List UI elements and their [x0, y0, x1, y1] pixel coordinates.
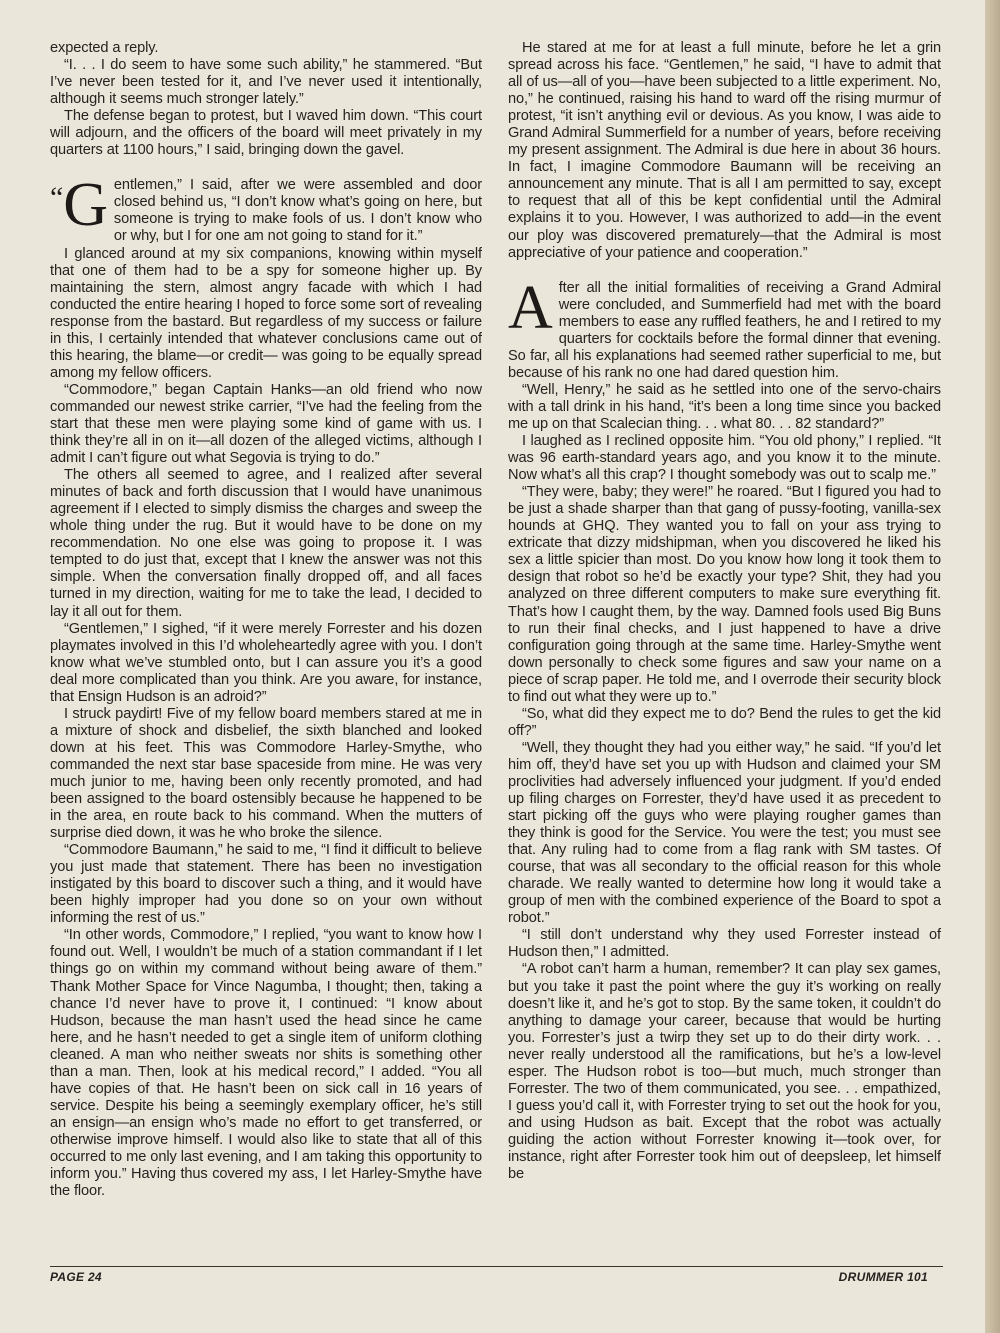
paragraph: “Commodore Baumann,” he said to me, “I find it difficult to believe you just made that statement. There has been no investigation instigated by this board to discover such a thing, and it would have been highly improper had you done so on your own without informing the rest of us.”: [50, 842, 482, 927]
paragraph: “Commodore,” began Captain Hanks—an old friend who now commanded our newest strike carrier, “I’ve had the feeling from the start that these men were playing some kind of game with us. I think they’re all in on it—all dozen of the alleged victims, although I admit I can’t figure out what Segovia is trying to do.”: [50, 381, 482, 467]
paragraph: I struck paydirt! Five of my fellow board members stared at me in a mixture of shock and disbelief, the sixth blanched and looked down at his feet. This was Commodore Harley-Smythe, who commanded the next star base spaceside from mine. He was very much junior to me, having been only recently promoted, and had been assigned to the board ostensibly because he happened to be in the area, en route back to his command. When the mutters of surprise died down, it was he who broke the silence.: [50, 705, 482, 842]
paragraph: I laughed as I reclined opposite him. “You old phony,” I replied. “It was 96 earth-standard years ago, and you know it to the minute. Now what’s all this crap? I thought somebody was out to scalp me.”: [508, 433, 941, 484]
paragraph: “Well, Henry,” he said as he settled into one of the servo-chairs with a tall drink in his hand, “it’s been a long time since you backed me up on that Scalecian thing. . . what 80. . . 82 standard?”: [508, 381, 941, 432]
paragraph: The others all seemed to agree, and I realized after several minutes of back and forth discussion that I would have unanimous agreement if I elected to simply dismiss the charges and sweep the whole thing under the rug. But it would have to be done on my recommendation. No one else was going to propose it. I was tempted to do just that, except that I knew the answer was not this simple. When the conversation finally dropped off, and all faces turned in my direction, waiting for me to take the lead, I decided to lay it all out for them.: [50, 467, 482, 620]
section-start-paragraph: [508, 273, 941, 382]
paragraph: “I. . . I do seem to have some such ability,” he stammered. “But I’ve never been tested for it, and I’ve never used it intentionally, although it seems much stronger lately.”: [50, 57, 482, 108]
dropcap-quote-mark: “: [50, 181, 64, 215]
paragraph: “They were, baby; they were!” he roared. “But I figured you had to be just a shade sharper than that gang of pussy-footing, vanilla-sex hounds at GHQ. They wanted you to fall on your ass trying to extricate that dizzy midshipman, when you discovered he liked his sex a little spicier than most. Do you know how long it took them to design that robot so he’d be exactly your type? Shit, they had you analyzed on three different computers to make sure everything fit. That’s how I caught them, by the way. Damned fools used Big Buns to run their final checks, and I just happened to have a drive configuration going through at the same time. Harley-Smythe went down personally to check some figures and saw your name on a piece of scrap paper. He told me, and I overrode their security block to find out what they were up to.”: [508, 484, 941, 705]
right-text-column: [508, 40, 941, 1262]
paragraph: He stared at me for at least a full minute, before he let a grin spread across his face. “Gentlemen,” he said, “I have to admit that all of us—all of you—have been subjected to a little experiment. No, no,” he continued, raising his hand to ward off the rising murmur of protest, “it isn’t anything evil or devious. As you know, I was aide to Grand Admiral Summerfield for a number of years, before receiving my present assignment. The Admiral is due here in about 36 hours. In fact, I imagine Commodore Baumann will be receiving an announcement any minute. That is all I am permitted to say, except to request that all of this be kept confidential until the Admiral explains it to you. However, I was authorized to add—in the event our ploy was discovered prematurely—that the Admiral is most appreciative of your patience and cooperation.”: [508, 40, 941, 261]
paragraph: expected a reply.: [50, 40, 159, 56]
paragraph: “In other words, Commodore,” I replied, “you want to know how I found out. Well, I wouldn’t be much of a station commandant if I let things go on within my command without being aware of them.” Thank Mother Space for Vince Nagumba, I thought; then, taking a chance I’d never have to prove it, I continued: “I know about Hudson, because the man hasn’t used the head since he came here, and he hasn’t needed to get a single item of uniform clothing cleaned. A man who neither sweats nor shits is something other than a man. Then, look at his medical record,” I added. “You all have copies of that. He hasn’t been on sick call in 16 years of service. Despite his being a seemingly exemplary officer, he’s still an ensign—an ensign who’s made no effort to get transferred, or otherwise improve himself. I would also like to state that all of this occurred to me only last evening, and I am taking this opportunity to inform you.” Having thus covered my ass, I let Harley-Smythe have the floor.: [50, 927, 482, 1200]
paragraph: “I still don’t understand why they used Forrester instead of Hudson then,” I admitted.: [508, 927, 941, 961]
page-number: PAGE 24: [50, 1270, 102, 1284]
paragraph: “So, what did they expect me to do? Bend the rules to get the kid off?”: [508, 705, 941, 739]
dropcap-letter: G: [63, 171, 108, 240]
left-text-column: [50, 40, 482, 1262]
paragraph: I glanced around at my six companions, knowing within myself that one of them had to be a spy for someone higher up. By maintaining the stern, almost angry facade with which I had conducted the entire hearing I hoped to force some sort of revealing response from the bastard. But regardless of my success or failure in this, I certainly intended that whatever conclusions came out of this hearing, the blame—or credit— was going to be equally spread among my fellow officers.: [50, 245, 482, 381]
paragraph: “Gentlemen,” I sighed, “if it were merely Forrester and his dozen playmates involved in this I’d wholeheartedly agree with you. I don’t know what we’ve stumbled onto, but I can assure you it’s a good deal more complicated than you think. Are you aware, for instance, that Ensign Hudson is an adroid?”: [50, 620, 482, 705]
paragraph: “A robot can’t harm a human, remember? It can play sex games, but you take it past the point where the guy it’s working on really doesn’t like it, and he’s got to stop. By the same token, it couldn’t do anything to damage your career, because that would be hurting you. Forrester’s just a twirp they set up to do their dirty work. . . never really understood all the ramifications, but he’s a low-level esper. The Hudson robot is too—but much, much stronger than Forrester. The two of them communicated, you see. . . empathized, I guess you’d call it, with Forrester trying to set out the hook for you, and using Hudson as bait. Except that the robot was actually guiding the action without Forrester knowing it—took over, for instance, right after Forrester took him out of deepsleep, let himself be: [508, 961, 941, 1183]
paragraph-text: entlemen,” I said, after we were assembled and door closed behind us, “I don’t know what’s going on here, but someone is trying to make fools of us. I don’t know who or why, but I for one am not going to stand for it.”: [113, 177, 482, 245]
dropcap-letter: A: [508, 273, 553, 342]
paragraph-text: fter all the initial formalities of receiving a Grand Admiral were concluded, and Summerfield had met with the board members to ease any ruffled feathers, he and I retired to my quarters for cocktails before the formal dinner that evening. So far, all his explanations had seemed rather superficial to me, but because of his rank no one had dared question him.: [508, 279, 941, 381]
footer-rule: [50, 1266, 943, 1267]
magazine-issue: DRUMMER 101: [838, 1270, 928, 1284]
paragraph: The defense began to protest, but I waved him down. “This court will adjourn, and the officers of the board will meet privately in my quarters at 1100 hours,” I said, bringing down the gavel.: [50, 108, 482, 159]
section-start-paragraph: [50, 171, 482, 245]
paragraph: “Well, they thought they had you either way,” he said. “If you’d let him off, they’d have set you up with Hudson and claimed your SM proclivities had adversely influenced your judgment. If you’d ended up filing charges on Forrester, they’d have used it as precedent to start picking off the guys who were playing rougher games than they think is good for the Service. You were the test; you must see that. Any ruling had to come from a flag rank with SM tastes. Of course, that was all secondary to the official reason for this whole charade. We really wanted to determine how long it would take a group of men with the combined experience of the Board to spot a robot.”: [508, 739, 941, 927]
page-edge-shadow: [985, 0, 1000, 1333]
